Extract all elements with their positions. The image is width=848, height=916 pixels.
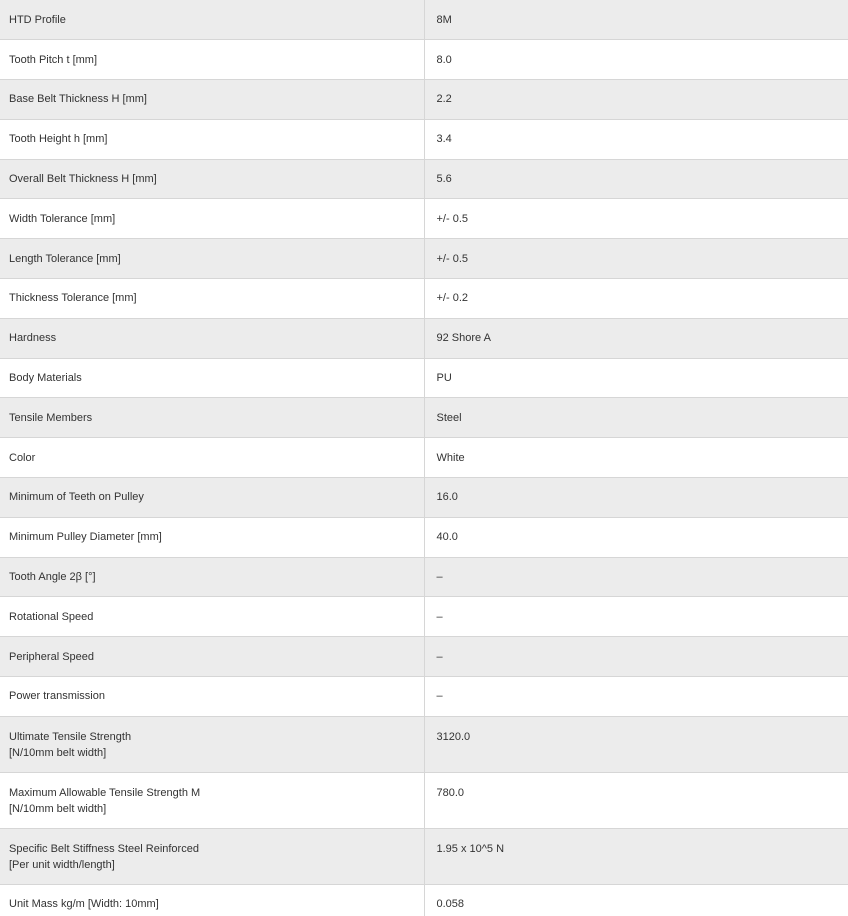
spec-value: 1.95 x 10^5 N [424, 828, 848, 884]
spec-value: – [424, 637, 848, 677]
table-row [0, 677, 848, 717]
table-row [0, 239, 848, 279]
spec-label: Minimum of Teeth on Pulley [0, 478, 424, 518]
table-row [0, 557, 848, 597]
table-row [0, 772, 848, 828]
spec-label: Base Belt Thickness H [mm] [0, 80, 424, 120]
spec-value: Steel [424, 398, 848, 438]
table-row [0, 716, 848, 772]
table-row [0, 884, 848, 916]
table-row [0, 478, 848, 518]
spec-value: 40.0 [424, 517, 848, 557]
table-row [0, 597, 848, 637]
spec-value: 3120.0 [424, 716, 848, 772]
spec-value: 0.058 [424, 884, 848, 916]
table-row [0, 398, 848, 438]
spec-value: 8.0 [424, 40, 848, 80]
spec-label: Ultimate Tensile Strength [N/10mm belt width] [0, 716, 424, 772]
spec-label: Power transmission [0, 677, 424, 717]
table-row [0, 828, 848, 884]
spec-value: +/- 0.5 [424, 199, 848, 239]
spec-label: Tensile Members [0, 398, 424, 438]
table-row [0, 80, 848, 120]
spec-label: Overall Belt Thickness H [mm] [0, 159, 424, 199]
table-row [0, 517, 848, 557]
table-row [0, 279, 848, 319]
spec-label: Rotational Speed [0, 597, 424, 637]
spec-label: Maximum Allowable Tensile Strength M [N/10mm belt width] [0, 772, 424, 828]
spec-value: PU [424, 358, 848, 398]
spec-value: 780.0 [424, 772, 848, 828]
spec-label: Body Materials [0, 358, 424, 398]
spec-label: Tooth Pitch t [mm] [0, 40, 424, 80]
spec-label: Peripheral Speed [0, 637, 424, 677]
spec-value: 2.2 [424, 80, 848, 120]
table-row [0, 637, 848, 677]
spec-label: Tooth Angle 2β [°] [0, 557, 424, 597]
spec-value: – [424, 677, 848, 717]
spec-label: Length Tolerance [mm] [0, 239, 424, 279]
spec-label: Width Tolerance [mm] [0, 199, 424, 239]
spec-label: HTD Profile [0, 0, 424, 40]
spec-value: 5.6 [424, 159, 848, 199]
spec-label: Specific Belt Stiffness Steel Reinforced [Per unit width/length] [0, 828, 424, 884]
spec-label: Minimum Pulley Diameter [mm] [0, 517, 424, 557]
spec-value: 3.4 [424, 119, 848, 159]
spec-label: Thickness Tolerance [mm] [0, 279, 424, 319]
spec-label: Tooth Height h [mm] [0, 119, 424, 159]
table-row [0, 119, 848, 159]
spec-label: Hardness [0, 318, 424, 358]
table-row [0, 318, 848, 358]
spec-value: White [424, 438, 848, 478]
table-row [0, 0, 848, 40]
spec-value: +/- 0.2 [424, 279, 848, 319]
spec-value: 8M [424, 0, 848, 40]
table-row [0, 159, 848, 199]
table-row [0, 40, 848, 80]
spec-value: 92 Shore A [424, 318, 848, 358]
spec-value: – [424, 557, 848, 597]
spec-label: Unit Mass kg/m [Width: 10mm] [0, 884, 424, 916]
spec-value: – [424, 597, 848, 637]
spec-label: Color [0, 438, 424, 478]
spec-value: +/- 0.5 [424, 239, 848, 279]
spec-value: 16.0 [424, 478, 848, 518]
table-row [0, 438, 848, 478]
table-row [0, 358, 848, 398]
table-row [0, 199, 848, 239]
